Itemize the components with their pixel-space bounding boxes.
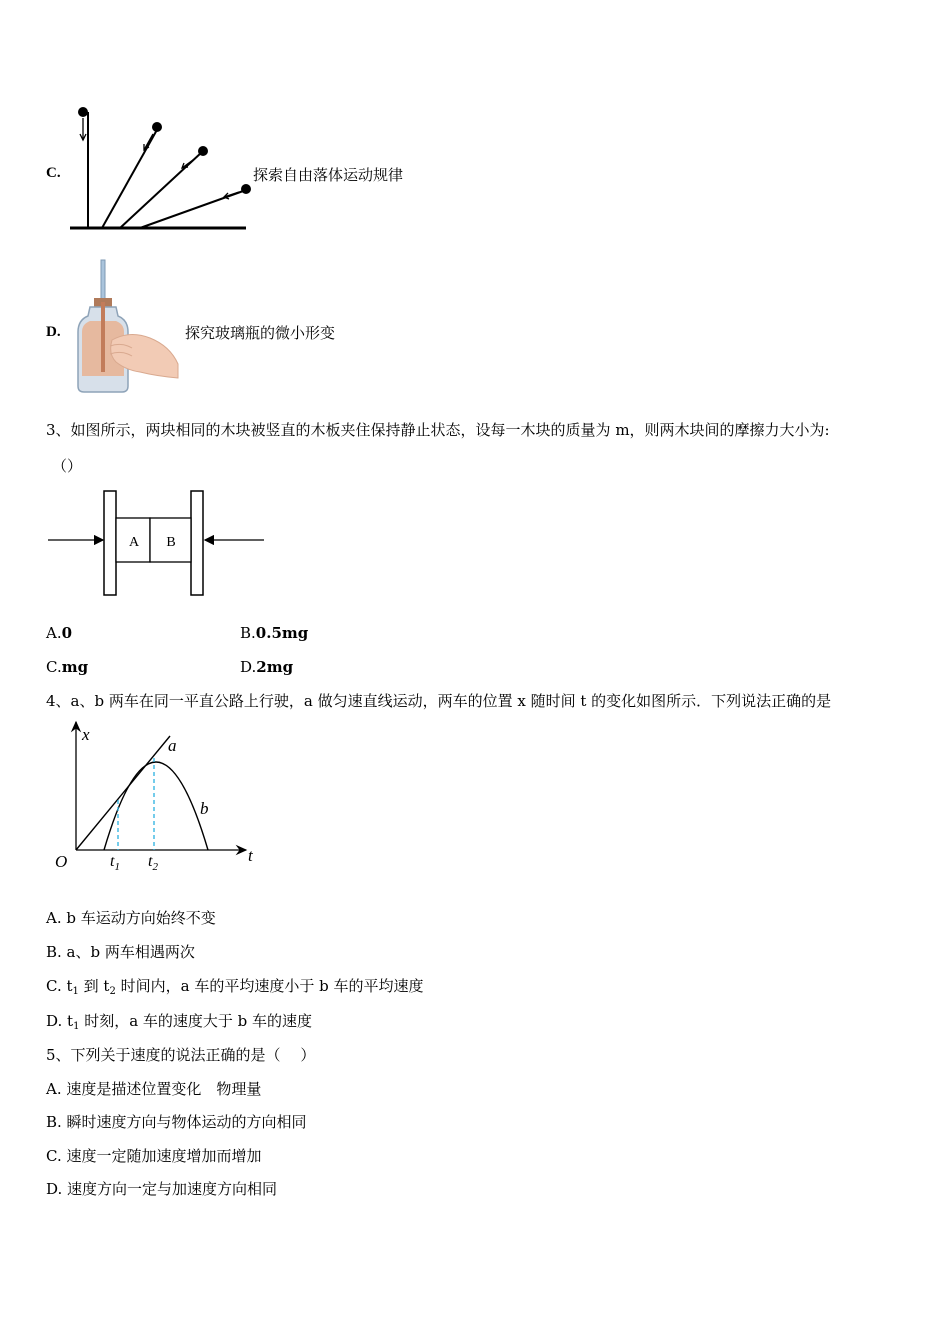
q3-option-b[interactable]: B.0.5mg <box>240 624 309 642</box>
thin-tube <box>101 260 105 302</box>
q5-option-b[interactable]: B. 瞬时速度方向与物体运动的方向相同 <box>46 1113 307 1131</box>
option-d-letter: D. <box>46 324 61 340</box>
q3-option-d[interactable]: D.2mg <box>240 658 294 676</box>
q5-option-d[interactable]: D. 速度方向一定与加速度方向相同 <box>46 1180 278 1198</box>
ball-3 <box>198 146 208 156</box>
q4-option-a[interactable]: A. b 车运动方向始终不变 <box>46 909 216 927</box>
q5-stem: 5、下列关于速度的说法正确的是（ ） <box>46 1046 316 1064</box>
option-c-letter: C. <box>46 165 61 181</box>
incline-1 <box>102 128 158 228</box>
q3-option-a[interactable]: A.0 <box>46 624 73 642</box>
incline-2 <box>120 152 202 228</box>
origin-label: O <box>55 852 68 871</box>
glass-bottle-figure <box>70 258 180 398</box>
q3-blocks-figure <box>48 488 268 598</box>
q4-option-d[interactable]: D. $t_1$ 时刻，a 车的速度大于 b 车的速度 <box>46 1012 313 1032</box>
right-board <box>191 491 203 595</box>
q4-xt-graph <box>50 718 270 878</box>
option-c-caption: 探索自由落体运动规律 <box>253 166 404 184</box>
q3-blank: （） <box>52 457 83 475</box>
free-fall-figure <box>60 100 260 240</box>
line-a <box>76 736 170 850</box>
q3-stem: 3、如图所示，两块相同的木块被竖直的木板夹住保持静止状态，设每一木块的质量为 m，则两木块间的摩擦力大小为: <box>46 421 830 439</box>
t-axis-label: t <box>248 846 253 865</box>
q3-option-c[interactable]: C.mg <box>46 658 89 676</box>
block-a-label: A <box>128 535 140 550</box>
tube-in-bottle <box>101 302 105 372</box>
ball-4 <box>241 184 251 194</box>
t2-label: $t_2$ <box>148 853 158 873</box>
q4-option-c[interactable]: C. $t_1$ 到 $t_2$ 时间内，a 车的平均速度小于 b 车的平均速度 <box>46 977 424 997</box>
ball-2 <box>152 122 162 132</box>
curve-a-label: a <box>168 736 177 755</box>
t1-label: $t_1$ <box>110 853 120 873</box>
block-b-label: B <box>166 535 176 550</box>
q4-option-b[interactable]: B. a、b 两车相遇两次 <box>46 943 195 961</box>
left-board <box>104 491 116 595</box>
curve-b-label: b <box>200 799 209 818</box>
x-axis-label: x <box>82 725 90 744</box>
ball-1 <box>78 107 88 117</box>
q4-stem: 4、a、b 两车在同一平直公路上行驶，a 做匀速直线运动，两车的位置 x 随时间 t 的变化如图所示．下列说法正确的是 <box>46 692 832 710</box>
q5-option-c[interactable]: C. 速度一定随加速度增加而增加 <box>46 1147 262 1165</box>
curve-b <box>104 762 208 850</box>
option-d-caption: 探究玻璃瓶的微小形变 <box>185 324 336 342</box>
q5-option-a[interactable]: A. 速度是描述位置变化 物理量 <box>46 1080 262 1098</box>
